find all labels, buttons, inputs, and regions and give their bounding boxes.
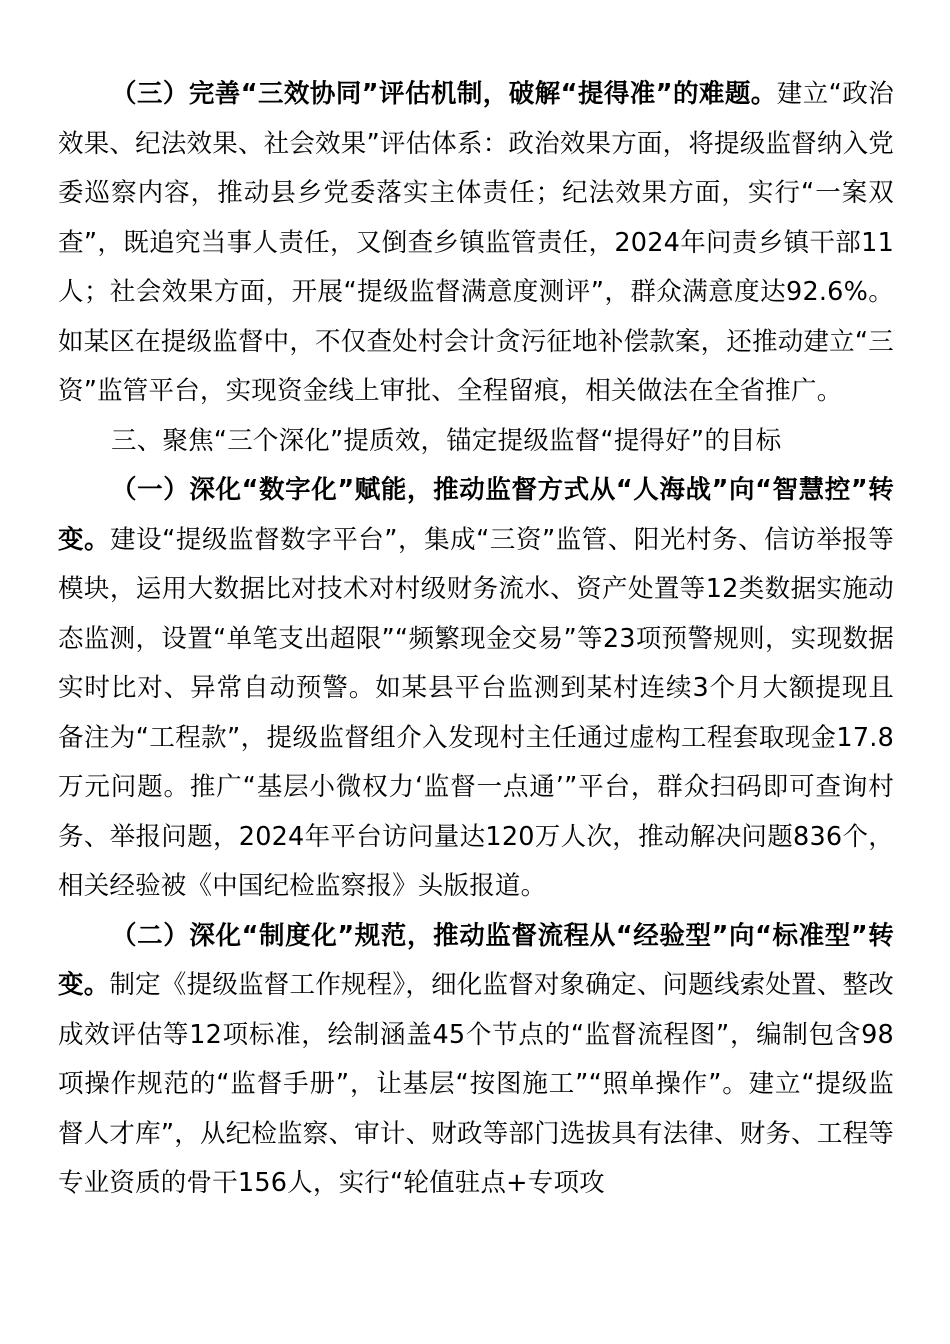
item-1-title: （一）深化“数字化”赋能，推动监督方式从“人海战”向“智慧控”转变。 [58,475,894,555]
item-2-title: （二）深化“制度化”规范，推动监督流程从“经验型”向“标准型”转变。 [58,920,894,1000]
item-1-body: 建设“提级监督数字平台”，集成“三资”监管、阳光村务、信访举报等模块，运用大数据比对技术对村级财务流水、资产处置等12类数据实施动态监测，设置“单笔支出超限”“频繁现金交易”等23项预警规则，实现数据实时比对、异常自动预警。如某县平台监测到某村连续3个月大额提现且备注为“工程款”，提级监督组介入发现村主任通过虚构工程套取现金17.8万元问题。推广“基层小微权力‘监督一点通’”平台，群众扫码即可查询村务、举报问题，2024年平台访问量达120万人次，推动解决问题836个，相关经验被《中国纪检监察报》头版报道。 [58,524,894,901]
section-heading: 三、聚焦“三个深化”提质效，锚定提级监督“提得好”的目标 [111,425,782,456]
item-3-body: 建立“政治效果、纪法效果、社会效果”评估体系：政治效果方面，将提级监督纳入党委巡察内容，推动县乡党委落实主体责任；纪法效果方面，实行“一案双查”，既追究当事人责任，又倒查乡镇监管责任，2024年问责乡镇干部11人；社会效果方面，开展“提级监督满意度测评”，群众满意度达92.6%。如某区在提级监督中，不仅查处村会计贪污征地补偿款案，还推动建立“三资”监管平台，实现资金线上审批、全程留痕，相关做法在全省推广。 [58,79,894,406]
paragraph-item-3 [58,70,894,417]
paragraph-item-2 [58,912,894,1209]
item-3-title: （三）完善“三效协同”评估机制，破解“提得准”的难题。 [111,79,777,109]
paragraph-item-1 [58,466,894,912]
item-2-body: 制定《提级监督工作规程》，细化监督对象确定、问题线索处置、整改成效评估等12项标准，绘制涵盖45个节点的“监督流程图”，编制包含98项操作规范的“监督手册”，让基层“按图施工”“照单操作”。建立“提级监督人才库”，从纪检监察、审计、财政等部门选拔具有法律、财务、工程等专业资质的骨干156人，实行“轮值驻点+专项攻 [58,970,895,1198]
